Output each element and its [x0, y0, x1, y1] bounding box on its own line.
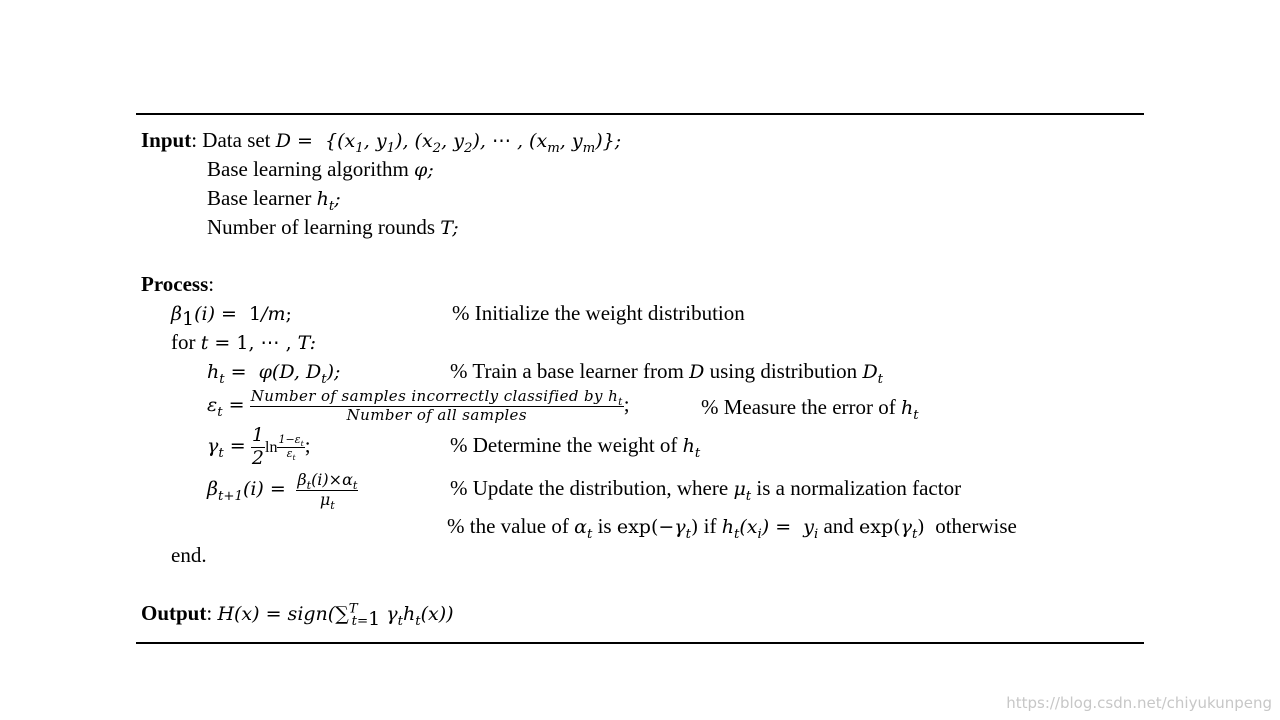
loop-line: for t = 1, ⋯ , T: — [171, 330, 317, 354]
train-comment: % Train a base learner from D using distribution $D_t$ — [450, 359, 884, 387]
bottom-rule — [136, 642, 1144, 644]
base-algorithm-line: Base learning algorithm φ; — [207, 157, 434, 181]
input-label: Input — [141, 128, 192, 152]
update-fraction: $\frac{\beta_t(i)\times\alpha_t}{\mu_t}$ — [297, 470, 358, 512]
base-learner-line: Base learner $h_t$; — [207, 186, 341, 214]
train-expression: $h_t = \varphi(D$, $D_t$); — [207, 361, 341, 387]
output-line: Output: H(x) = sign(∑$^T_{t=1}$ $\gamma_th_t(x)$) — [141, 601, 454, 630]
init-expression: $\beta_1(i) = 1/m$; — [171, 303, 292, 330]
process-label: Process — [141, 272, 209, 296]
alpha-comment: % the value of $\alpha_t$ is $\exp(-\gamma_t)$ if $h_t(x_i) = y_i$ and $\exp(\gamma_t)$ otherwise — [447, 514, 1017, 542]
error-fraction: $\frac{Number of samples incorrectly classified by h_t}{\text{Number of all samples}}$ — [250, 387, 623, 424]
error-comment: % Measure the error of $h_t$ — [701, 395, 919, 423]
error-lhs: $\varepsilon_t$ = — [207, 394, 245, 420]
input-line: Input: Data set $D = \{(x_1$, $y_1$), ($x_2$, $y_2$), ⋯ , ($x_m$, $y_m$)}; — [141, 128, 622, 156]
ht-symbol: $h_t$; — [316, 188, 341, 214]
train-line — [207, 358, 340, 385]
watermark: https://blog.csdn.net/chiyukunpeng — [1006, 694, 1272, 712]
init-line — [171, 300, 292, 330]
dataset-expression: $D = \{(x_1$, $y_1$), ($x_2$, $y_2$), ⋯ , ($x_m$, $y_m$)}; — [275, 130, 622, 156]
gamma-line: $\gamma_t$ = $\frac{1}{2}$ ln $\frac{1-\varepsilon_t}{\varepsilon_t}$ ; — [207, 424, 311, 469]
half-fraction: $\frac{1}{2}$ — [251, 424, 265, 469]
init-comment: % Initialize the weight distribution — [452, 301, 745, 325]
gamma-comment: % Determine the weight of $h_t$ — [450, 433, 701, 461]
T-symbol: T; — [440, 217, 459, 239]
dataset-text: Data set — [202, 128, 271, 152]
log-fraction: $\frac{1-\varepsilon_t}{\varepsilon_t}$ — [278, 433, 304, 463]
top-rule — [136, 113, 1144, 115]
update-line — [207, 466, 358, 511]
phi-symbol: φ; — [414, 159, 434, 181]
error-line: $\varepsilon_t$ = $\frac{Number of samples incorrectly classified by h_t}{\text{Number of all samples}}$ ; — [207, 387, 630, 424]
gamma-lhs: $\gamma_t$ = — [207, 435, 246, 461]
output-label: Output — [141, 601, 207, 625]
rounds-line: Number of learning rounds T; — [207, 215, 459, 239]
update-lhs: $\beta_{t+1}(i)$ = — [207, 478, 286, 504]
update-comment: % Update the distribution, where $\mu_t$ is a normalization factor — [450, 476, 962, 504]
output-expression: H(x) = sign(∑$^T_{t=1}$ $\gamma_th_t(x)$) — [217, 601, 454, 630]
loop-expression: t = 1, ⋯ , T: — [200, 332, 317, 354]
end-line: end. — [171, 543, 207, 567]
process-line: Process: — [141, 272, 215, 296]
